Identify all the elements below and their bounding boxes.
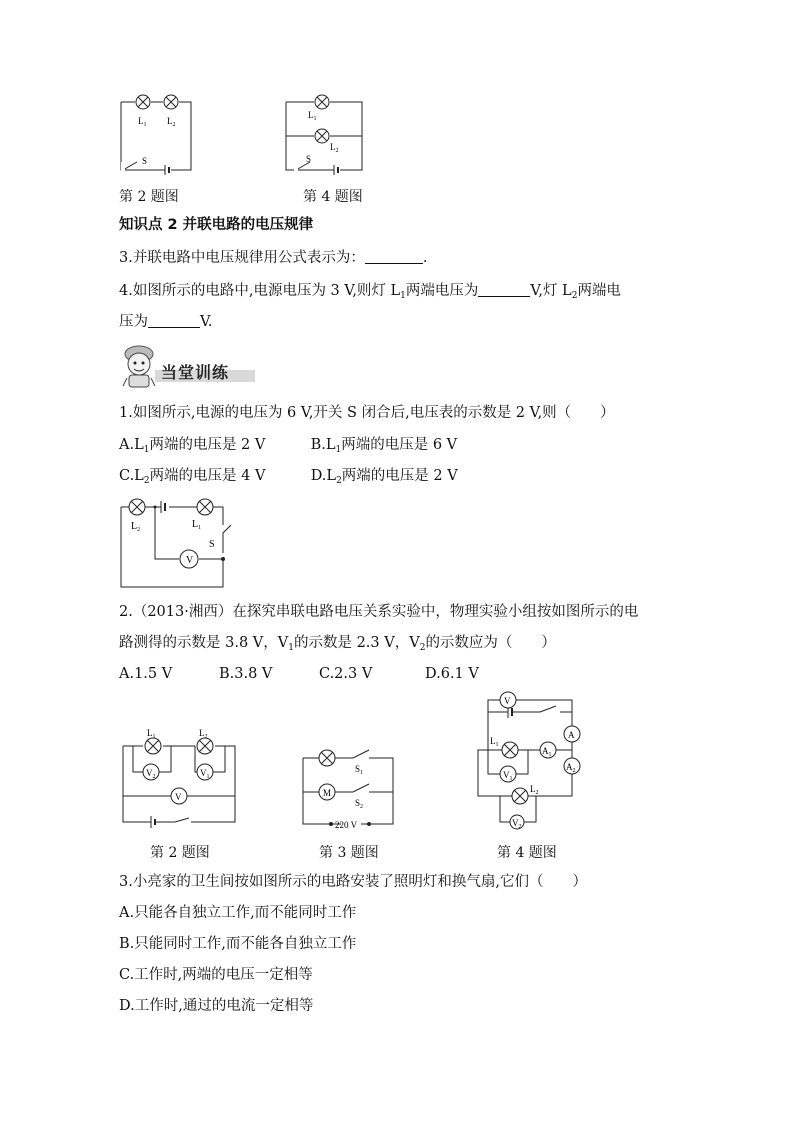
fig4-caption-bottom: 第 4 题图 <box>497 845 557 861</box>
question-4-line2: 压为 V. <box>119 314 213 330</box>
practice-q1-options-cd <box>119 466 458 486</box>
fig-q1-circuit <box>115 495 239 590</box>
option-c[interactable]: C.2.3 V <box>319 666 373 682</box>
question-4-line1: 4.如图所示的电路中,电源电压为 3 V,则灯 $L_1$两端电压为 V,灯 $L_2$两端电 <box>119 283 621 301</box>
q1-l1-label: $L_1$ <box>192 519 202 531</box>
practice-q2-options <box>119 664 479 684</box>
fig4-s-label: S <box>306 154 312 164</box>
fig-q4-circuit <box>472 688 592 834</box>
fig2-l1-label: $L_1$ <box>138 116 147 128</box>
voltmeter-v-label: V <box>186 555 194 566</box>
option-d[interactable]: D.6.1 V <box>425 666 479 682</box>
option-b[interactable]: B.3.8 V <box>219 666 273 682</box>
motor-m-label: M <box>323 788 332 798</box>
practice-q1-stem: 1.如图所示,电源的电压为 6 V,开关 S 闭合后,电压表的示数是 2 V,则（ ） <box>119 405 615 421</box>
question-3-parallel: 3.并联电路中电压规律用公式表示为： . <box>119 250 428 266</box>
practice-q3-option-a[interactable]: A.只能各自独立工作,而不能同时工作 <box>119 905 357 921</box>
q2-l1-label: $L_1$ <box>147 728 156 740</box>
q4-v1-label: $V_1$ <box>503 770 513 782</box>
fig2-s-label: S <box>142 156 148 166</box>
q4-v2-label: $V_2$ <box>512 818 522 830</box>
option-c[interactable]: $C.L_2$两端的电压是 4 V <box>119 468 266 486</box>
q2-v-label: V <box>175 792 182 802</box>
fig4-l1-label: $L_1$ <box>308 110 317 122</box>
q1-s-label: S <box>209 539 215 550</box>
q2-l2-label: $L_2$ <box>199 728 208 740</box>
practice-q2-line2: 路测得的示数是 3.8 V，$V_1$的示数是 2.3 V，$V_2$的示数应为（ ） <box>119 635 556 653</box>
practice-q3-option-c[interactable]: C.工作时,两端的电压一定相等 <box>119 967 313 983</box>
practice-q3-stem: 3.小亮家的卫生间按如图所示的电路安装了照明灯和换气扇,它们（ ） <box>119 874 587 890</box>
practice-q1-options-ab <box>119 435 457 455</box>
section-heading: 知识点 2 并联电路的电压规律 <box>119 217 314 233</box>
practice-q2-line1: 2.（2013·湘西）在探究串联电路电压关系实验中，物理实验小组按如图所示的电 <box>119 604 639 620</box>
fig2-caption-top: 第 2 题图 <box>119 189 179 205</box>
practice-banner <box>115 338 255 390</box>
practice-q3-option-b[interactable]: B.只能同时工作,而不能各自独立工作 <box>119 936 357 952</box>
option-a[interactable]: A.1.5 V <box>119 666 173 682</box>
fig-q3-circuit <box>297 748 403 834</box>
voltage-220-label: 220 V <box>335 820 358 830</box>
fig4-l2-label: $L_2$ <box>330 142 339 154</box>
fig-series-circuit-top <box>115 92 195 178</box>
option-b[interactable]: $B.L_1$两端的电压是 6 V <box>310 437 458 455</box>
option-d[interactable]: $D.L_2$两端的电压是 2 V <box>310 468 458 486</box>
fig-parallel-circuit-top <box>282 92 366 178</box>
q4-a-label: A <box>568 730 575 740</box>
q2-v2-label: $V_1$ <box>200 768 210 780</box>
q4-l1-label: $L_1$ <box>490 736 499 748</box>
fig4-caption-top: 第 4 题图 <box>303 189 363 205</box>
q3-s2-label: $S_2$ <box>355 798 364 810</box>
fig-q2-circuit <box>115 724 243 830</box>
q3-s1-label: $S_1$ <box>355 764 364 776</box>
q4-a2-label: $A_2$ <box>566 762 576 774</box>
fig3-caption-bottom: 第 3 题图 <box>319 845 379 861</box>
banner-text: 当堂训练 <box>161 363 230 382</box>
fig2-l2-label: $L_2$ <box>167 116 176 128</box>
q4-l2-label: $L_2$ <box>530 784 539 796</box>
option-a[interactable]: $A.L_1$两端的电压是 2 V <box>119 437 266 455</box>
q4-v-label: V <box>504 696 511 706</box>
q2-v1-label: $V_2$ <box>146 768 156 780</box>
q4-a1-label: $A_1$ <box>542 746 552 758</box>
practice-q3-option-d[interactable]: D.工作时,通过的电流一定相等 <box>119 998 314 1014</box>
fig2-caption-bottom: 第 2 题图 <box>150 845 210 861</box>
q1-l2-label: $L_2$ <box>131 521 141 533</box>
